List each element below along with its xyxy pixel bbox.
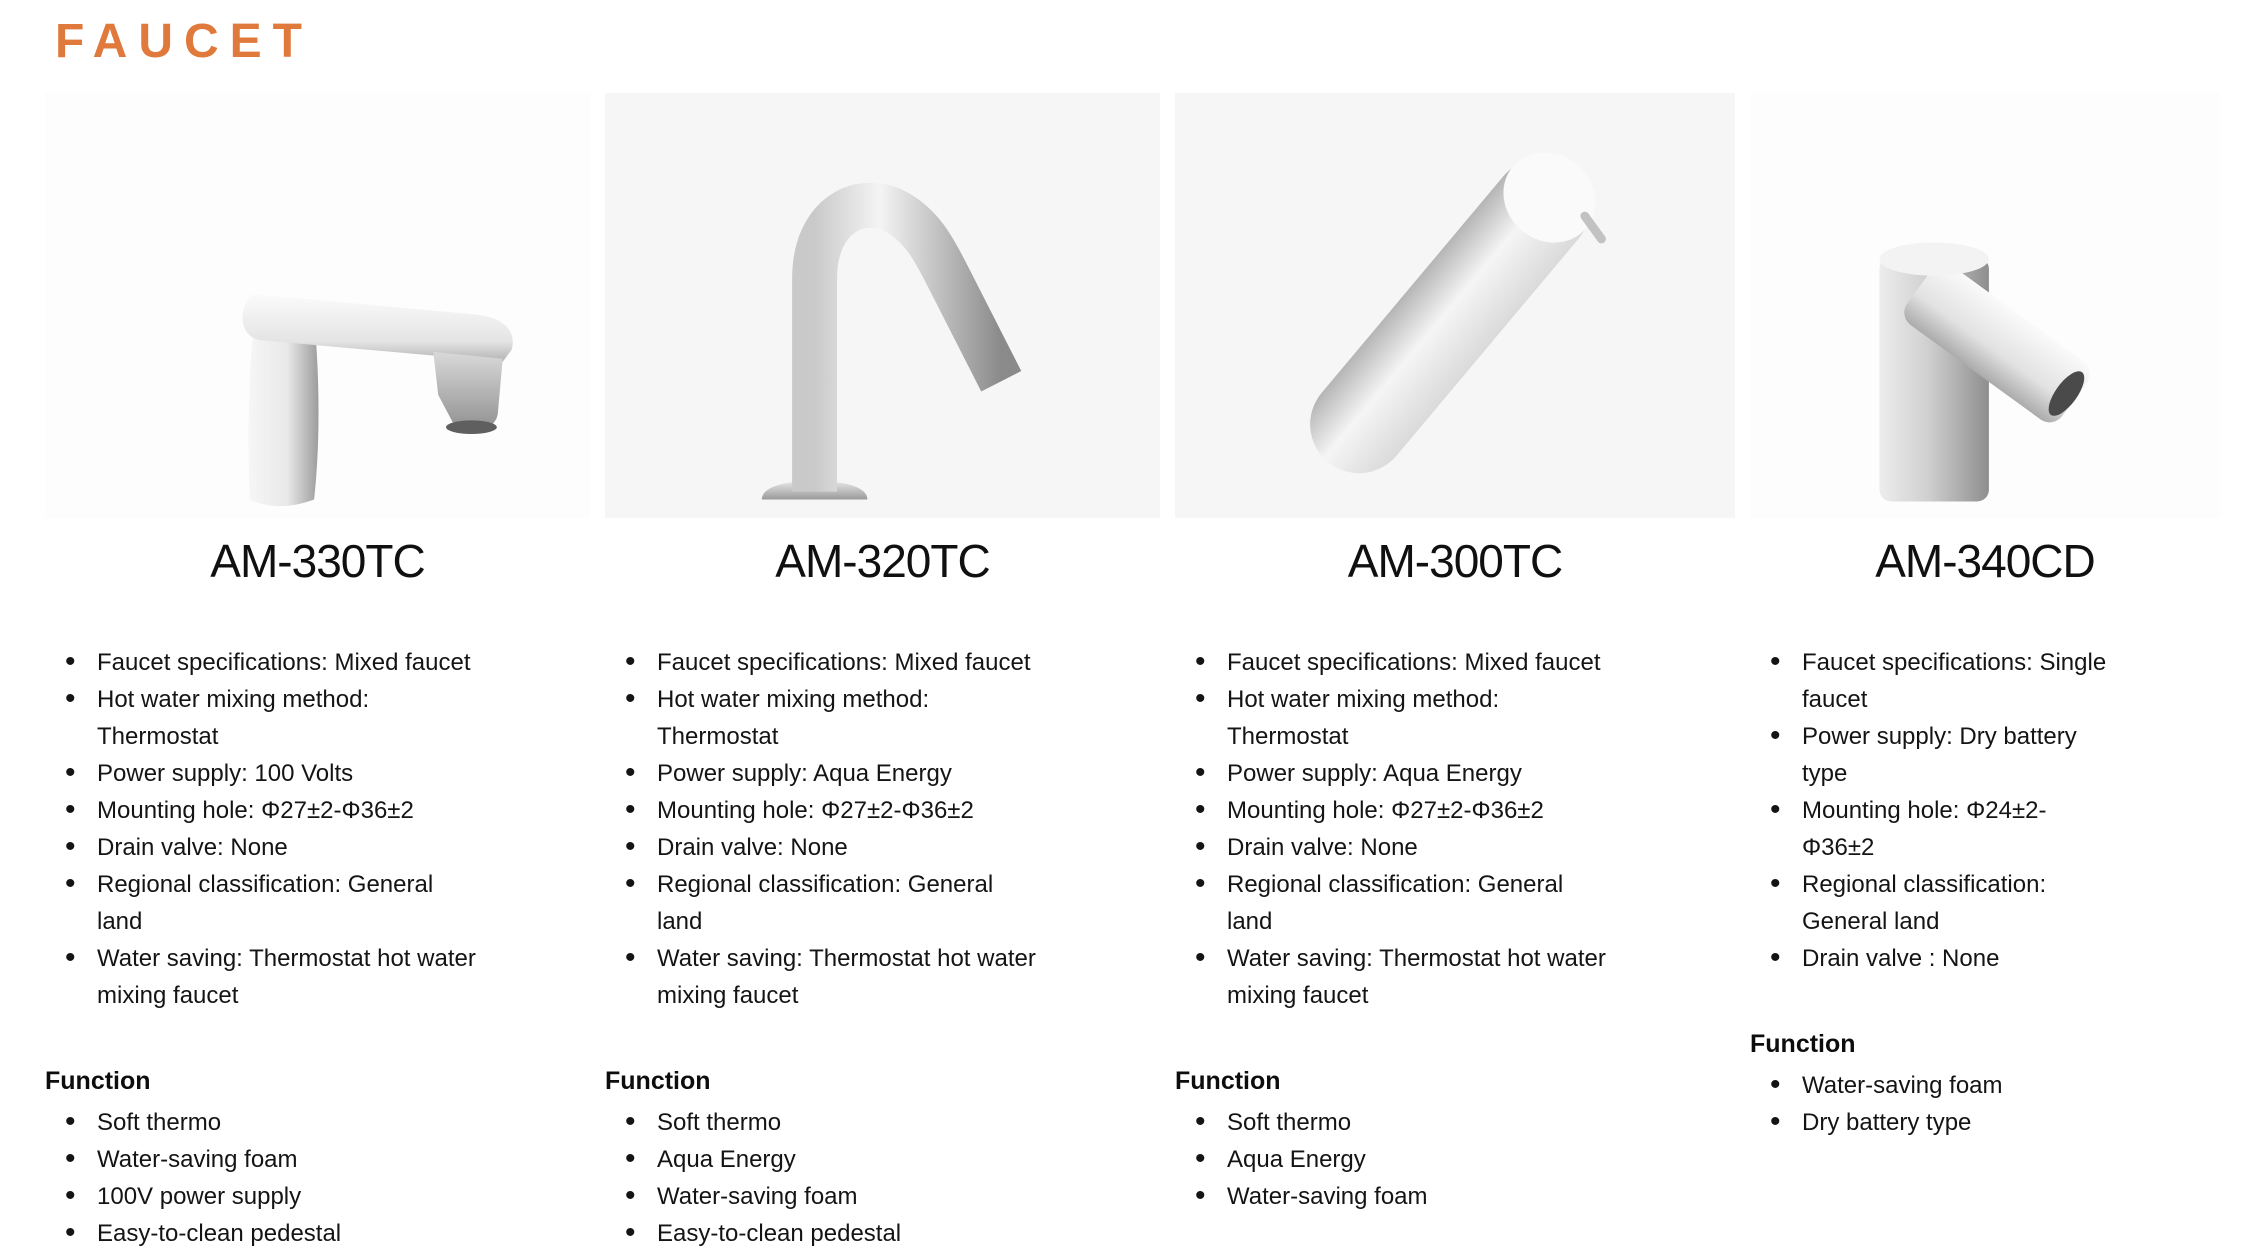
spec-item: • Hot water mixing method: Thermostat [45,681,477,755]
spec-item: • Water saving: Thermostat hot water mixing faucet [45,940,477,1014]
function-section [1750,1027,2220,1141]
function-section [45,1064,590,1252]
function-list [1175,1104,1735,1215]
spec-item: • Regional classification: General land [45,866,477,940]
function-item: • Water-saving foam [1750,1067,2182,1104]
tilted-cylinder-faucet-image [1240,96,1670,516]
function-item: • Soft thermo [605,1104,1037,1141]
spec-item: • Faucet specifications: Mixed faucet [1175,644,1607,681]
spec-item: • Power supply: 100 Volts [45,755,477,792]
function-item: • Easy-to-clean pedestal [45,1215,477,1252]
model-name: AM-340CD [1875,535,2095,587]
gooseneck-faucet-image [668,96,1098,516]
spec-item: • Mounting hole: Φ27±2-Φ36±2 [605,792,1037,829]
function-item: • Water-saving foam [45,1141,477,1178]
spec-list [605,644,1160,1014]
model-name: AM-320TC [775,535,990,587]
function-list [1750,1067,2220,1141]
function-section [1175,1064,1735,1215]
spec-item: • Drain valve: None [1175,829,1607,866]
spec-item: • Power supply: Dry battery type [1750,718,2110,792]
function-item: • Easy-to-clean pedestal [605,1215,1037,1252]
function-item: • Water-saving foam [605,1178,1037,1215]
spec-item: • Regional classification: General land [605,866,1037,940]
function-item: • Aqua Energy [1175,1141,1607,1178]
product-card-am-300tc [1175,93,1735,1252]
page-title: FAUCET [55,15,313,68]
function-heading: Function [45,1067,151,1095]
spec-item: • Drain valve : None [1750,940,2110,977]
function-heading: Function [1750,1030,1856,1058]
function-item: • 100V power supply [45,1178,477,1215]
function-list [605,1104,1160,1252]
spec-list [1750,644,2220,977]
product-photo-box [1750,93,2220,518]
spec-item: • Mounting hole: Φ27±2-Φ36±2 [1175,792,1607,829]
spec-item: • Regional classification: General land [1175,866,1607,940]
model-name: AM-300TC [1347,535,1563,587]
spec-item: • Drain valve: None [45,829,477,866]
product-photo-box [45,93,590,518]
product-catalog [0,93,2252,1252]
product-card-am-340cd [1750,93,2220,1252]
spec-item: • Hot water mixing method: Thermostat [1175,681,1607,755]
spec-item: • Mounting hole: Φ24±2-Φ36±2 [1750,792,2110,866]
function-item: • Dry battery type [1750,1104,2182,1141]
spec-item: • Hot water mixing method: Thermostat [605,681,1037,755]
spec-item: • Water saving: Thermostat hot water mixing faucet [1175,940,1607,1014]
angled-head-faucet-image [1770,96,2200,516]
function-section [605,1064,1160,1252]
function-item: • Water-saving foam [1175,1178,1607,1215]
spec-item: • Regional classification: General land [1750,866,2110,940]
spec-item: • Faucet specifications: Single faucet [1750,644,2110,718]
function-heading: Function [1175,1067,1281,1095]
function-item: • Soft thermo [1175,1104,1607,1141]
spec-item: • Power supply: Aqua Energy [605,755,1037,792]
angular-spout-faucet-image [103,96,533,516]
product-card-am-320tc [605,93,1160,1252]
function-list [45,1104,590,1252]
spec-item: • Water saving: Thermostat hot water mixing faucet [605,940,1037,1014]
function-item: • Aqua Energy [605,1141,1037,1178]
spec-item: • Power supply: Aqua Energy [1175,755,1607,792]
spec-item: • Faucet specifications: Mixed faucet [605,644,1037,681]
product-photo-box [605,93,1160,518]
model-name: AM-330TC [210,535,425,587]
product-card-am-330tc [45,93,590,1252]
spec-item: • Faucet specifications: Mixed faucet [45,644,477,681]
spec-list [45,644,590,1014]
function-item: • Soft thermo [45,1104,477,1141]
spec-item: • Drain valve: None [605,829,1037,866]
product-photo-box [1175,93,1735,518]
spec-list [1175,644,1735,1014]
spec-item: • Mounting hole: Φ27±2-Φ36±2 [45,792,477,829]
function-heading: Function [605,1067,711,1095]
